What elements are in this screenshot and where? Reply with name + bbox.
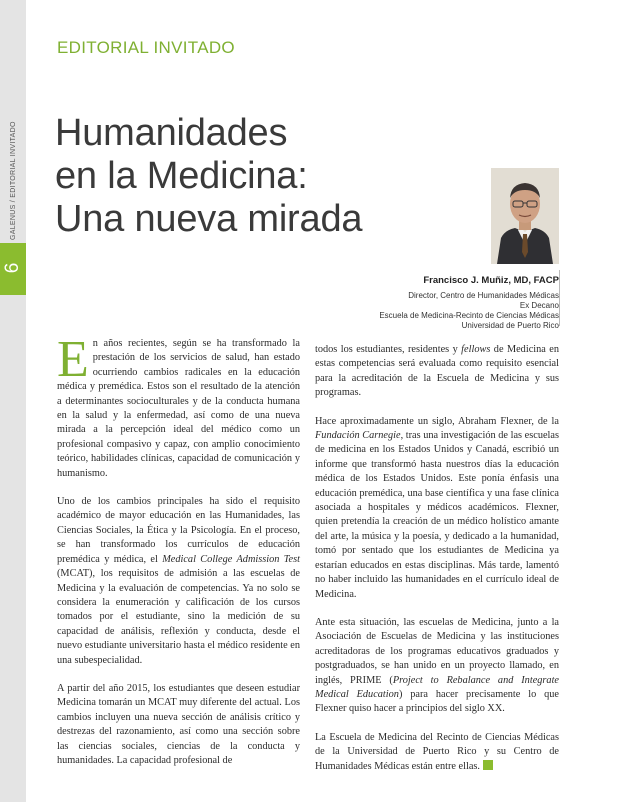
fellows-term: fellows xyxy=(461,344,491,355)
end-mark-icon xyxy=(483,760,493,770)
article-title xyxy=(55,112,362,241)
paragraph-4 xyxy=(315,343,559,401)
paragraph-7-text: La Escuela de Medicina del Recinto de Ciencias Médicas de la Universidad de Puerto Rico y su Centro de Humanidades Médicas están entre ellas. xyxy=(315,731,559,772)
prime-name: Project to Rebalance and Integrate Medical Education xyxy=(315,674,559,700)
page-number: 6 xyxy=(2,262,23,274)
running-head xyxy=(5,121,19,240)
paragraph-5-text-b: , tras una investigación de las escuelas de medicina en los Estados Unidos y Canadá, escribió un informe que transformó hasta nuestros días la educación médica de los Estados Unidos. Este ponía énfasis una educación premédica, una base científica y una fase clínica asociada a hospitales y médicos académicos. Flexner, quien pretendía la creación de un médico holístico amante del arte, la música y la poesía, y dedicado a la humanidad, tomó por sentado que los estudiantes de Medicina ya estarían educados en estas disciplinas. Más tarde, lamentó no haber incluido las humanidades en el currículo ideal de Medicina. xyxy=(315,430,559,600)
author-name: Francisco J. Muñiz, MD, FACP xyxy=(423,275,559,286)
author-title-2: Ex Decano xyxy=(519,301,559,310)
author-photo xyxy=(491,168,559,264)
paragraph-5-text-a: Hace aproximadamente un siglo, Abraham Flexner, de la xyxy=(315,415,559,427)
running-head-text: GALENUS / EDITORIAL INVITADO xyxy=(10,121,17,240)
author-info xyxy=(379,275,559,331)
paragraph-6 xyxy=(315,616,559,717)
author-title-1: Director, Centro de Humanidades Médicas xyxy=(408,291,559,300)
title-line-3: Una nueva mirada xyxy=(55,198,363,240)
paragraph-6-text-b: ) para hacer precisamente lo que Flexner quiso hacer a principios del siglo XX. xyxy=(315,688,560,715)
author-title-4: Universidad de Puerto Rico xyxy=(461,321,559,330)
paragraph-2-text-b: (MCAT), los requisitos de admisión a las escuelas de Medicina y la evaluación de competencias. Ya no solo se considera la enumeración y calificación de los cursos tomados por el estudiante, sino la medición de su capacidad de análisis, reflexión y conducta, desde el nuevo estudiante universitario hasta el médico residente en una subespecialidad. xyxy=(57,568,300,666)
paragraph-2 xyxy=(57,495,300,668)
body-column-1 xyxy=(57,331,300,782)
paragraph-1 xyxy=(57,331,300,481)
author-title-3: Escuela de Medicina-Recinto de Ciencias Médicas xyxy=(379,311,559,320)
section-label: EDITORIAL INVITADO xyxy=(57,38,235,57)
paragraph-1-text: n años recientes, según se ha transformado la prestación de los servicios de salud, han estado ocurriendo cambios radicales en la educación médica y premédica. Estos son el resultado de la atención a determinantes socioculturales y de la conducta humana en la salud y la enfermedad, así como de una nueva mirada a la percepción ideal del médico como un profesional compasivo y capaz, con amplio conocimiento teórico, habilidades clínicas, capacidad de comunicación y humanismo. xyxy=(57,338,300,479)
paragraph-4-text-a: todos los estudiantes, residentes y xyxy=(315,344,462,355)
author-divider xyxy=(559,270,560,326)
paragraph-7 xyxy=(315,731,559,774)
carnegie-name: Fundación Carnegie xyxy=(315,430,401,442)
paragraph-6-text-a: Ante esta situación, las escuelas de Medicina, junto a la Asociación de Escuelas de Medicina y las instituciones acreditadoras de los programas educativos graduados y postgraduados, se han unido en un proyecto llamado, en inglés, PRIME ( xyxy=(315,616,559,686)
paragraph-4-text-b: de Medicina en estas competencias será evaluada como requisito esencial para la acreditación de la Escuela de Medicina y sus programas. xyxy=(315,344,559,399)
paragraph-5 xyxy=(315,415,559,602)
page-number-badge xyxy=(0,243,26,295)
title-line-1: Humanidades xyxy=(55,112,288,154)
drop-cap: E xyxy=(57,331,89,388)
body-column-2 xyxy=(315,343,559,788)
title-line-2: en la Medicina: xyxy=(55,155,308,197)
paragraph-3: A partir del año 2015, los estudiantes que deseen estudiar Medicina tomarán un MCAT muy diferente del actual. Los cambios incluyen una nueva sección de análisis crítico y destrezas del razonamiento, así como una sección sobre las ciencias sociales, ciencias de la conducta y humanidades. La capacidad profesional de xyxy=(57,682,300,766)
paragraph-2-text-a: Uno de los cambios principales ha sido el requisito académico de mayor educación en las Humanidades, las Ciencias Sociales, la Ética y la Psicología. En el proceso, se han transformado los currículos de educación premédica y médica, el xyxy=(57,496,300,565)
mcat-name: Medical College Admission Test xyxy=(162,553,300,565)
